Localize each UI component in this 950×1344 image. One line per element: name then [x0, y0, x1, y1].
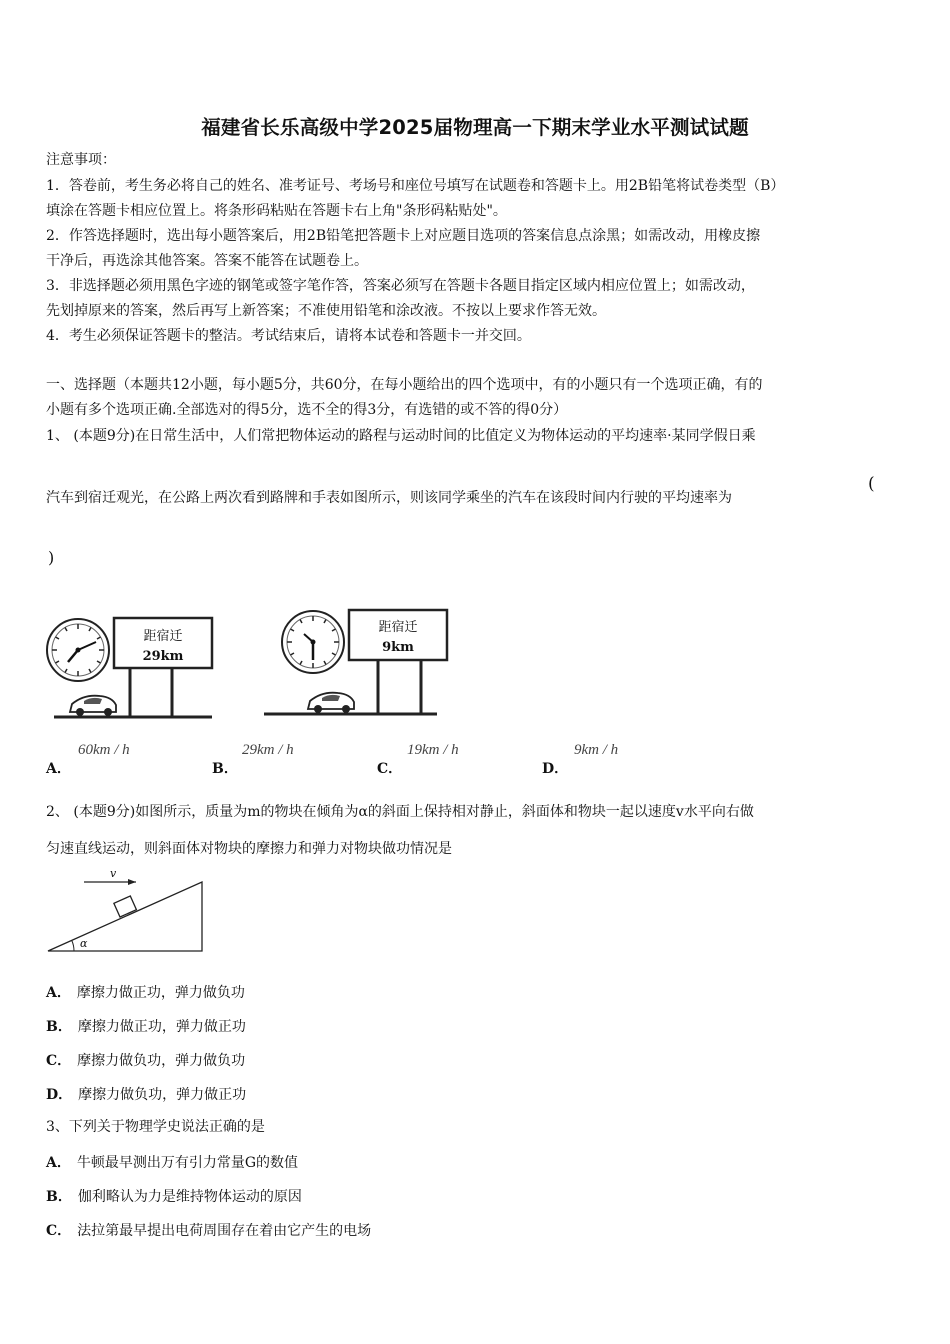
section-heading-cont: 小题有多个选项正确.全部选对的得5分，选不全的得3分，有选错的或不答的得0分） [46, 402, 568, 418]
notice-line: 先划掉原来的答案，然后再写上新答案；不准使用铅笔和涂改液。不按以上要求作答无效。 [46, 303, 606, 319]
notice-line: 4．考生必须保证答题卡的整洁。考试结束后，请将本试卷和答题卡一并交回。 [46, 328, 531, 344]
velocity-arrow-icon [128, 879, 136, 885]
q1-paren-close: ) [48, 548, 55, 567]
block [114, 896, 137, 917]
q2-choice-c: C． 摩擦力做负功，弹力做负功 [46, 1053, 246, 1069]
q1-option-b-letter: B． [212, 761, 238, 777]
q1-option-d-letter: D． [542, 761, 569, 777]
notice-line: 1．答卷前，考生务必将自己的姓名、准考证号、考场号和座位号填写在试题卷和答题卡上。用2B铅笔将试卷类型（B） [46, 178, 785, 194]
road-sign-text: 距宿迁 [143, 629, 183, 644]
q3-choice-b: B． 伽利略认为力是维持物体运动的原因 [46, 1189, 302, 1205]
q2-incline-figure [44, 866, 212, 956]
q1-paren-open: ( [868, 474, 875, 494]
q1-figure [40, 600, 450, 728]
angle-label: α [80, 937, 88, 950]
car-icon [308, 693, 354, 713]
road-sign-distance: 9km [382, 640, 414, 655]
notice-line: 2．作答选择题时，选出每小题答案后，用2B铅笔把答题卡上对应题目选项的答案信息点涂黑；如需改动，用橡皮擦 [46, 228, 761, 244]
q3-choice-a: A． 牛顿最早测出万有引力常量G的数值 [46, 1155, 299, 1171]
clock-icon [282, 611, 344, 673]
car-icon [70, 696, 116, 716]
notice-line: 干净后，再选涂其他答案。答案不能答在试题卷上。 [46, 253, 368, 269]
q1-option-b-value: 29km / h [242, 742, 294, 758]
q1-option-c-value: 19km / h [407, 742, 459, 758]
q2-choice-d: D． 摩擦力做负功，弹力做正功 [46, 1087, 247, 1103]
q1-option-d-value: 9km / h [574, 742, 619, 758]
notice-line: 3．非选择题必须用黑色字迹的钢笔或签字笔作答，答案必须写在答题卡各题目指定区域内相应位置上；如需改动， [46, 278, 755, 294]
incline [48, 882, 202, 951]
velocity-label: v [110, 867, 117, 880]
road-sign-distance: 29km [142, 649, 184, 664]
q2-stem-line1: 2、 (本题9分)如图所示，质量为m的物块在倾角为α的斜面上保持相对静止，斜面体和物块一起以速度v水平向右做 [46, 804, 754, 820]
q3-choice-c: C． 法拉第最早提出电荷周围存在着由它产生的电场 [46, 1223, 372, 1239]
q1-stem-line2: 汽车到宿迁观光，在公路上两次看到路牌和手表如图所示，则该同学乘坐的汽车在该段时间内行驶的平均速率为 [46, 490, 732, 506]
q2-choice-a: A． 摩擦力做正功，弹力做负功 [46, 985, 245, 1001]
section-heading: 一、选择题（本题共12小题，每小题5分，共60分，在每小题给出的四个选项中，有的小题只有一个选项正确，有的 [46, 377, 763, 393]
notice-line: 填涂在答题卡相应位置上。将条形码粘贴在答题卡右上角"条形码粘贴处"。 [46, 203, 507, 219]
q1-option-a-value: 60km / h [78, 742, 130, 758]
q1-option-c-letter: C． [377, 761, 403, 777]
q2-stem-line2: 匀速直线运动，则斜面体对物块的摩擦力和弹力对物块做功情况是 [46, 841, 452, 857]
road-sign-text: 距宿迁 [378, 620, 418, 635]
q3-stem: 3、下列关于物理学史说法正确的是 [46, 1119, 265, 1135]
q2-choice-b: B． 摩擦力做正功，弹力做正功 [46, 1019, 246, 1035]
notice-heading: 注意事项： [46, 152, 116, 168]
q1-stem-line1: 1、 (本题9分)在日常生活中，人们常把物体运动的路程与运动时间的比值定义为物体运动的平均速率·某同学假日乘 [46, 428, 756, 444]
page-title: 福建省长乐高级中学2025届物理高一下期末学业水平测试试题 [201, 116, 749, 139]
q1-option-a-letter: A． [46, 761, 71, 777]
clock-icon [47, 619, 109, 681]
